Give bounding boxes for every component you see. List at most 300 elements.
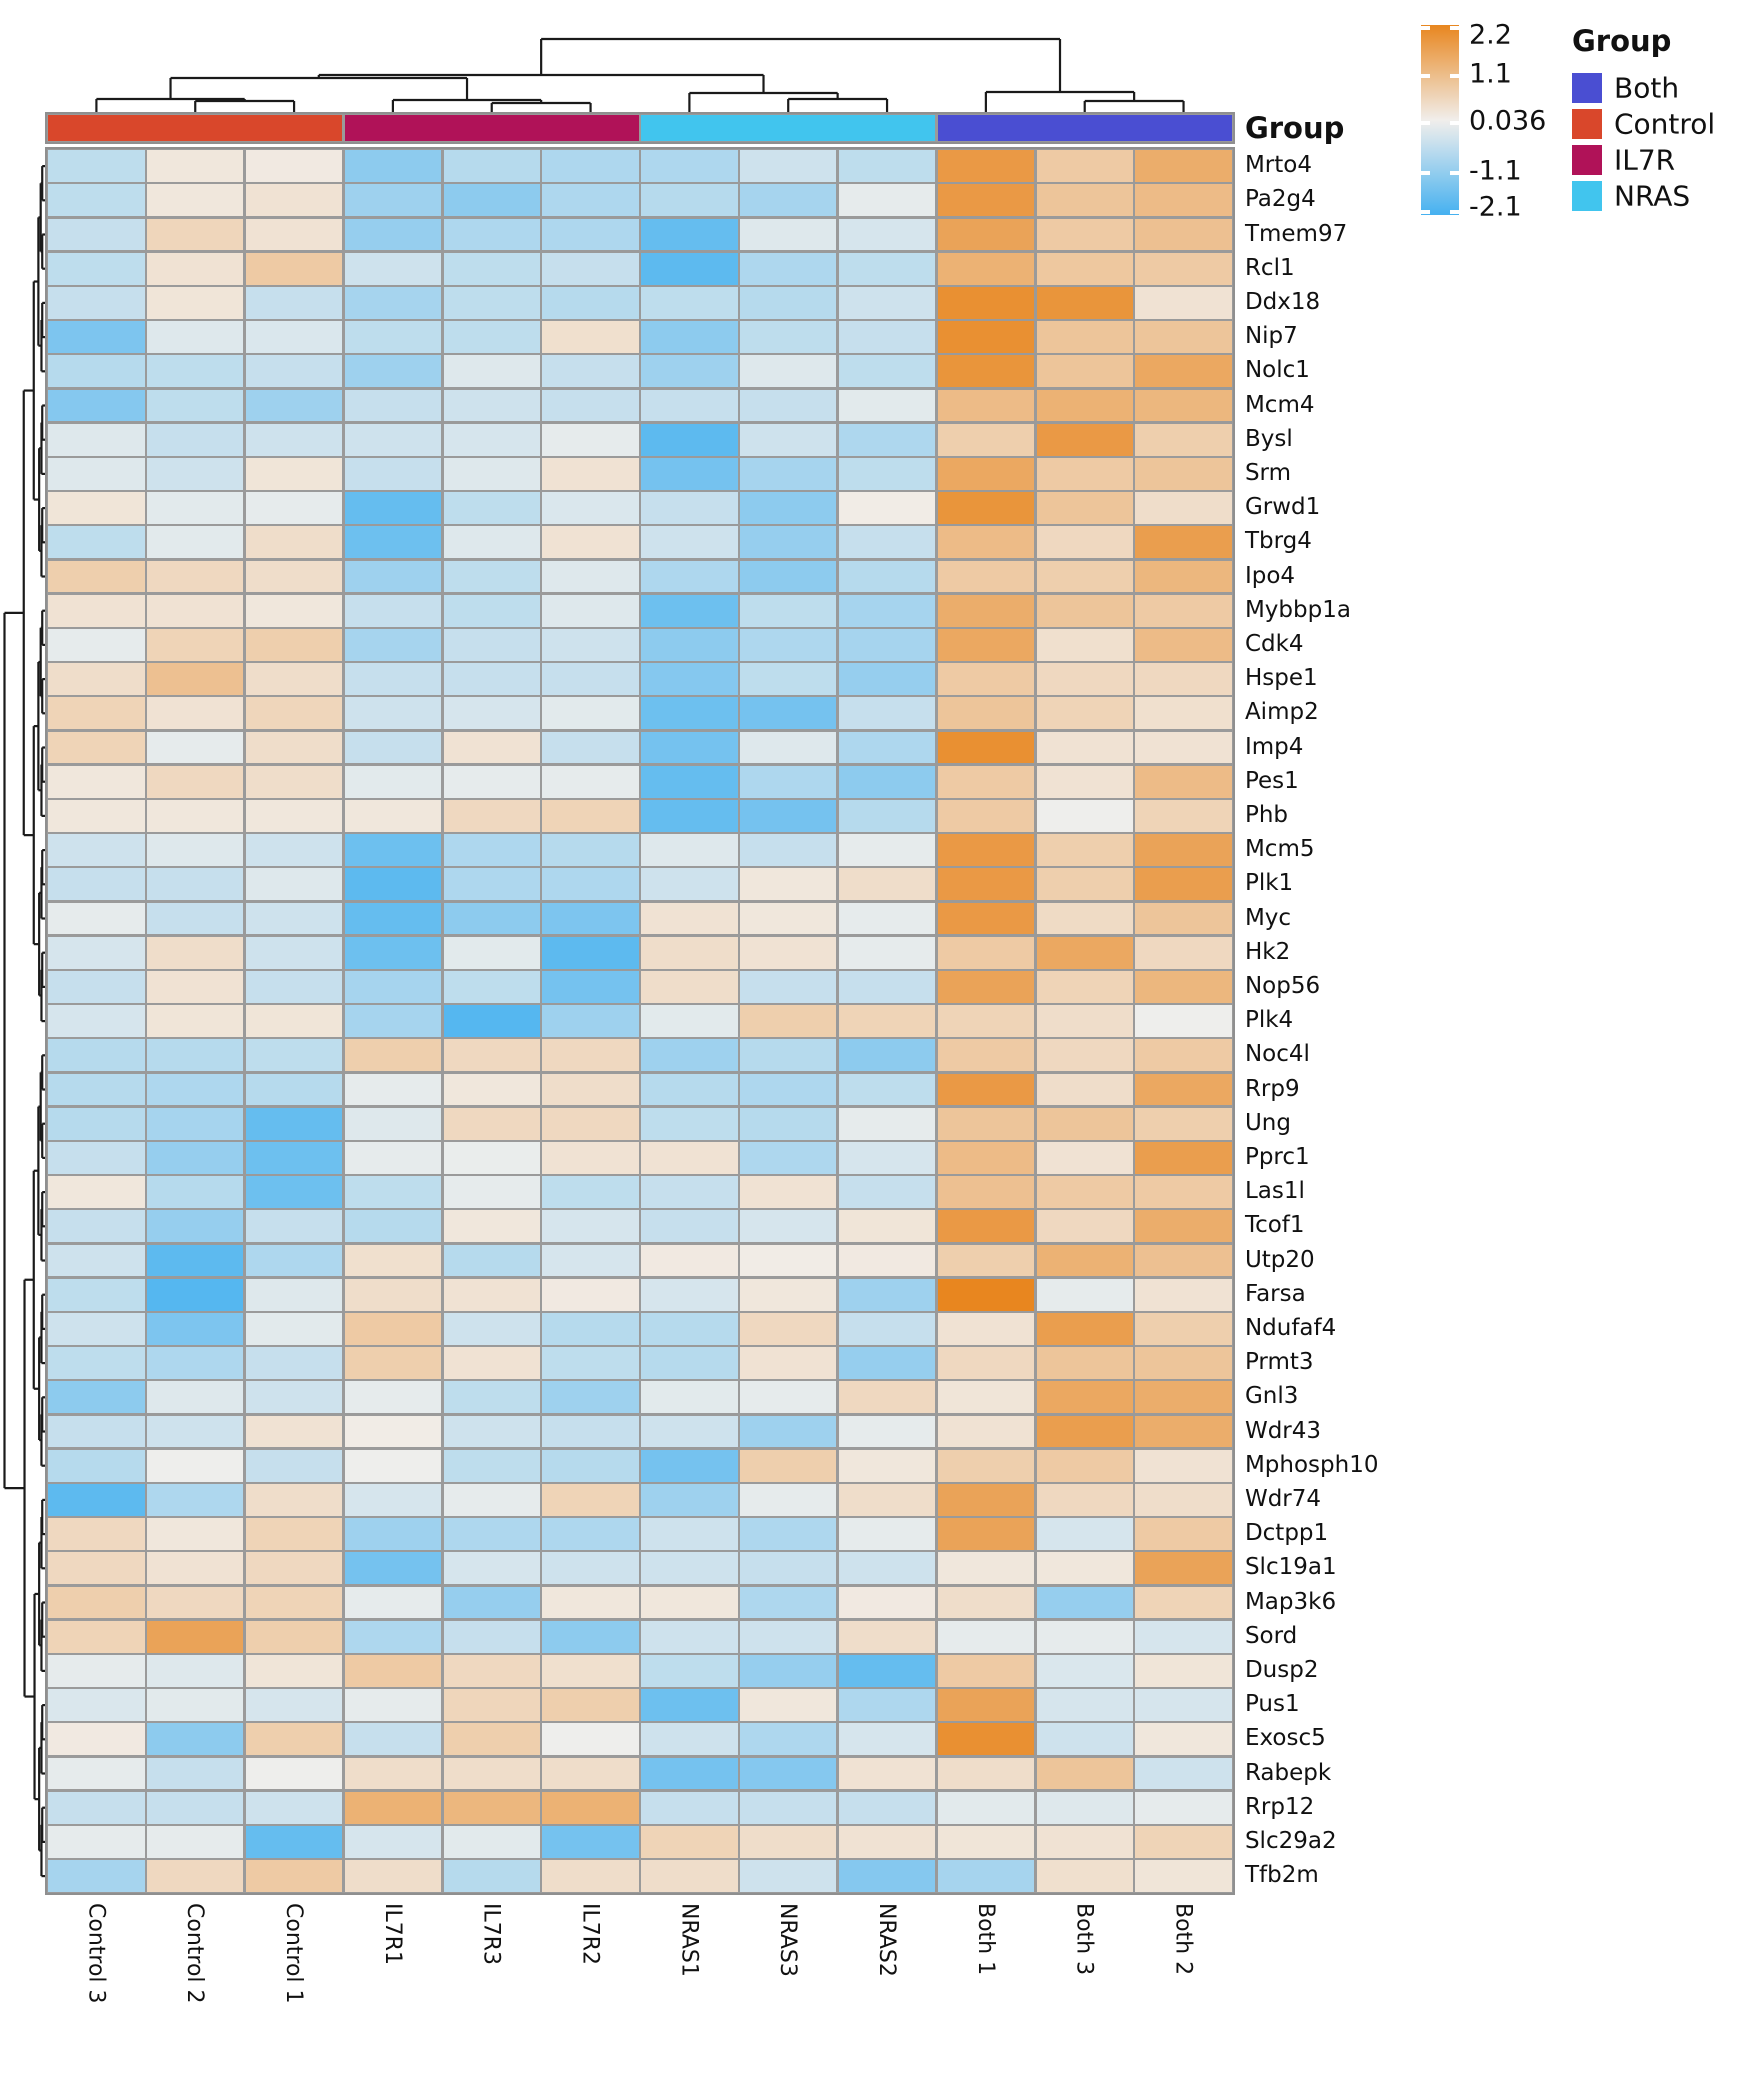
heatmap-cell xyxy=(444,766,540,798)
heatmap-cell xyxy=(147,1587,243,1619)
heatmap-cell xyxy=(147,1689,243,1721)
heatmap-cell xyxy=(542,1484,638,1516)
heatmap-cell xyxy=(444,1723,540,1755)
heatmap-cell xyxy=(839,1416,935,1448)
heatmap-cell xyxy=(444,1210,540,1242)
heatmap-cell xyxy=(147,1416,243,1448)
heatmap-cell xyxy=(839,1245,935,1277)
heatmap-cell xyxy=(246,1245,342,1277)
heatmap-cell xyxy=(1135,629,1231,661)
heatmap-cell xyxy=(938,1860,1034,1892)
row-label: Dusp2 xyxy=(1244,1656,1319,1683)
heatmap-cell xyxy=(938,697,1034,729)
heatmap-cell xyxy=(740,1450,836,1482)
heatmap-cell xyxy=(444,1826,540,1858)
heatmap-cell xyxy=(542,287,638,319)
heatmap-cell xyxy=(839,1210,935,1242)
heatmap-cell xyxy=(246,1689,342,1721)
heatmap-cell xyxy=(48,1039,144,1071)
heatmap-cell xyxy=(740,766,836,798)
heatmap-cell xyxy=(345,1142,441,1174)
heatmap-cell xyxy=(147,1313,243,1345)
heatmap-cell xyxy=(641,1552,737,1584)
heatmap-cell xyxy=(246,1039,342,1071)
column-label: Control 2 xyxy=(182,1903,208,2004)
heatmap-cell xyxy=(542,697,638,729)
heatmap-cell xyxy=(147,561,243,593)
heatmap-cell xyxy=(246,1826,342,1858)
row-label: Rcl1 xyxy=(1244,254,1295,281)
heatmap-cell xyxy=(48,766,144,798)
heatmap-cell xyxy=(48,1518,144,1550)
heatmap-cell xyxy=(1135,1381,1231,1413)
heatmap-cell xyxy=(48,1005,144,1037)
heatmap-cell xyxy=(246,1210,342,1242)
heatmap-cell xyxy=(1037,321,1133,353)
heatmap-cell xyxy=(1037,1416,1133,1448)
colorbar-tick xyxy=(1421,121,1430,125)
heatmap-cell xyxy=(839,1074,935,1106)
heatmap-cell xyxy=(1135,424,1231,456)
heatmap-cell xyxy=(345,971,441,1003)
heatmap-cell xyxy=(246,424,342,456)
row-label: Mybbp1a xyxy=(1244,596,1351,623)
heatmap-cell xyxy=(345,219,441,251)
heatmap-cell xyxy=(345,800,441,832)
heatmap-cell xyxy=(938,390,1034,422)
heatmap-cell xyxy=(938,1313,1034,1345)
heatmap-cell xyxy=(1135,732,1231,764)
heatmap-cell xyxy=(1135,1210,1231,1242)
heatmap-cell xyxy=(740,1381,836,1413)
column-label: NRAS2 xyxy=(874,1903,900,1978)
heatmap-cell xyxy=(1135,1347,1231,1379)
row-label: Noc4l xyxy=(1244,1041,1310,1068)
heatmap-cell xyxy=(246,390,342,422)
heatmap-cell xyxy=(1037,561,1133,593)
row-label: Hspe1 xyxy=(1244,665,1318,692)
heatmap-cell xyxy=(542,390,638,422)
heatmap-cell xyxy=(740,937,836,969)
heatmap-cell xyxy=(1037,1381,1133,1413)
heatmap-cell xyxy=(641,321,737,353)
heatmap-cell xyxy=(246,355,342,387)
heatmap-cell xyxy=(246,1621,342,1653)
heatmap-cell xyxy=(1037,492,1133,524)
heatmap-cell xyxy=(641,1518,737,1550)
heatmap-cell xyxy=(1135,1689,1231,1721)
heatmap-cell xyxy=(1037,458,1133,490)
heatmap-cell xyxy=(938,1039,1034,1071)
heatmap-cell xyxy=(641,1655,737,1687)
heatmap-cell xyxy=(1135,150,1231,182)
heatmap-cell xyxy=(1135,1450,1231,1482)
heatmap-cell xyxy=(542,1142,638,1174)
heatmap-cell xyxy=(444,1416,540,1448)
heatmap-cell xyxy=(147,697,243,729)
heatmap-cell xyxy=(48,1347,144,1379)
heatmap-cell xyxy=(345,287,441,319)
heatmap-cell xyxy=(938,1826,1034,1858)
heatmap-cell xyxy=(147,1484,243,1516)
heatmap-cell xyxy=(740,595,836,627)
heatmap-cell xyxy=(641,219,737,251)
heatmap-cell xyxy=(48,1450,144,1482)
heatmap-cell xyxy=(1037,1826,1133,1858)
heatmap-cell xyxy=(641,1621,737,1653)
heatmap-cell xyxy=(147,903,243,935)
row-label: Ipo4 xyxy=(1244,562,1296,589)
heatmap-cell xyxy=(938,1450,1034,1482)
heatmap-cell xyxy=(1037,424,1133,456)
heatmap-cell xyxy=(839,321,935,353)
heatmap-cell xyxy=(641,1484,737,1516)
heatmap-cell xyxy=(1135,458,1231,490)
heatmap-cell xyxy=(641,1450,737,1482)
row-label: Slc19a1 xyxy=(1244,1554,1337,1581)
heatmap-cell xyxy=(1135,663,1231,695)
heatmap-cell xyxy=(1037,971,1133,1003)
heatmap-cell xyxy=(1135,766,1231,798)
heatmap-cell xyxy=(345,561,441,593)
heatmap-cell xyxy=(641,903,737,935)
heatmap-cell xyxy=(1135,1142,1231,1174)
row-label: Imp4 xyxy=(1244,733,1304,760)
row-label: Aimp2 xyxy=(1244,699,1319,726)
group-bar-segment-control xyxy=(48,115,342,141)
heatmap-cell xyxy=(444,697,540,729)
heatmap-cell xyxy=(444,253,540,285)
row-label: Mcm4 xyxy=(1244,391,1315,418)
heatmap-cell xyxy=(641,253,737,285)
heatmap-cell xyxy=(542,526,638,558)
heatmap-cell xyxy=(542,1792,638,1824)
heatmap-cell xyxy=(48,1587,144,1619)
heatmap-cell xyxy=(1037,1689,1133,1721)
heatmap-cell xyxy=(740,1758,836,1790)
heatmap-cell xyxy=(147,1450,243,1482)
heatmap-cell xyxy=(147,937,243,969)
heatmap-cell xyxy=(147,1176,243,1208)
heatmap-cell xyxy=(740,287,836,319)
heatmap-cell xyxy=(542,253,638,285)
row-label: Plk4 xyxy=(1244,1007,1294,1034)
heatmap-cell xyxy=(444,868,540,900)
heatmap-cell xyxy=(641,595,737,627)
heatmap-cell xyxy=(740,561,836,593)
heatmap-cell xyxy=(641,390,737,422)
heatmap-cell xyxy=(48,1108,144,1140)
heatmap-cell xyxy=(345,1416,441,1448)
heatmap-cell xyxy=(444,903,540,935)
heatmap-cell xyxy=(740,663,836,695)
heatmap-cell xyxy=(444,1381,540,1413)
heatmap-cell xyxy=(1037,355,1133,387)
heatmap-cell xyxy=(542,1313,638,1345)
heatmap-cell xyxy=(48,697,144,729)
heatmap-cell xyxy=(147,253,243,285)
heatmap-cell xyxy=(147,287,243,319)
group-bar-segment-nras xyxy=(641,115,935,141)
colorbar-tick xyxy=(1450,26,1459,30)
heatmap-cell xyxy=(345,1587,441,1619)
heatmap-cell xyxy=(1135,184,1231,216)
heatmap-cell xyxy=(444,219,540,251)
heatmap-cell xyxy=(839,219,935,251)
heatmap-cell xyxy=(444,424,540,456)
heatmap-cell xyxy=(1135,1074,1231,1106)
heatmap-cell xyxy=(147,390,243,422)
heatmap-cell xyxy=(48,321,144,353)
row-label: Prmt3 xyxy=(1244,1349,1314,1376)
heatmap-cell xyxy=(345,1621,441,1653)
heatmap-cell xyxy=(1037,1655,1133,1687)
heatmap-cell xyxy=(48,1142,144,1174)
heatmap-cell xyxy=(740,424,836,456)
row-label: Tmem97 xyxy=(1244,220,1348,247)
heatmap-cell xyxy=(542,424,638,456)
heatmap-cell xyxy=(147,1518,243,1550)
heatmap-cell xyxy=(246,629,342,661)
heatmap-cell xyxy=(48,1860,144,1892)
heatmap-cell xyxy=(839,1587,935,1619)
heatmap-cell xyxy=(1037,1484,1133,1516)
heatmap-cell xyxy=(147,1792,243,1824)
heatmap-cell xyxy=(641,971,737,1003)
row-label: Dctpp1 xyxy=(1244,1520,1329,1547)
heatmap-cell xyxy=(1135,1416,1231,1448)
heatmap-cell xyxy=(1135,1039,1231,1071)
heatmap-cell xyxy=(246,1587,342,1619)
row-label: Ddx18 xyxy=(1244,288,1321,315)
heatmap-cell xyxy=(938,1142,1034,1174)
heatmap-cell xyxy=(938,1176,1034,1208)
heatmap-cell xyxy=(48,150,144,182)
heatmap-cell xyxy=(1037,1279,1133,1311)
heatmap-cell xyxy=(1135,561,1231,593)
heatmap-cell xyxy=(938,1210,1034,1242)
heatmap-cell xyxy=(48,937,144,969)
heatmap-cell xyxy=(345,1347,441,1379)
heatmap-cell xyxy=(542,1176,638,1208)
heatmap-cell xyxy=(839,253,935,285)
heatmap-cell xyxy=(641,663,737,695)
heatmap-cell xyxy=(938,458,1034,490)
heatmap-cell xyxy=(48,1279,144,1311)
heatmap-cell xyxy=(542,1518,638,1550)
row-label: Phb xyxy=(1244,801,1288,828)
heatmap-cell xyxy=(839,1484,935,1516)
heatmap-cell xyxy=(1135,1552,1231,1584)
legend-swatch-nras xyxy=(1572,181,1602,211)
heatmap-cell xyxy=(345,1005,441,1037)
heatmap-cell xyxy=(48,526,144,558)
row-label: Ung xyxy=(1244,1109,1291,1136)
heatmap-cell xyxy=(641,1108,737,1140)
column-label: Both 2 xyxy=(1170,1903,1196,1976)
heatmap-cell xyxy=(246,868,342,900)
row-label: Mrto4 xyxy=(1244,152,1312,179)
row-label: Mphosph10 xyxy=(1244,1451,1379,1478)
heatmap-cell xyxy=(1037,1210,1133,1242)
row-label: Ndufaf4 xyxy=(1244,1314,1337,1341)
heatmap-cell xyxy=(839,1108,935,1140)
heatmap-cell xyxy=(48,1723,144,1755)
heatmap-cell xyxy=(839,697,935,729)
heatmap-cell xyxy=(48,1689,144,1721)
heatmap-cell xyxy=(542,1005,638,1037)
heatmap-cell xyxy=(839,1381,935,1413)
heatmap-cell xyxy=(147,732,243,764)
heatmap-cell xyxy=(345,732,441,764)
heatmap-cell xyxy=(48,458,144,490)
heatmap-cell xyxy=(147,219,243,251)
row-label: Pa2g4 xyxy=(1244,186,1316,213)
heatmap-cell xyxy=(641,937,737,969)
heatmap-cell xyxy=(147,1758,243,1790)
heatmap-cell xyxy=(641,287,737,319)
heatmap-cell xyxy=(48,1245,144,1277)
heatmap-cell xyxy=(839,834,935,866)
heatmap-cell xyxy=(1135,1655,1231,1687)
heatmap-cell xyxy=(246,1142,342,1174)
heatmap-cell xyxy=(444,1245,540,1277)
heatmap-cell xyxy=(444,834,540,866)
heatmap-cell xyxy=(1037,1450,1133,1482)
heatmap-cell xyxy=(147,424,243,456)
heatmap-cell xyxy=(48,424,144,456)
heatmap-cell xyxy=(938,492,1034,524)
heatmap-cell xyxy=(48,1655,144,1687)
row-label: Tcof1 xyxy=(1244,1212,1305,1239)
heatmap-cell xyxy=(345,697,441,729)
heatmap-cell xyxy=(1037,390,1133,422)
heatmap-cell xyxy=(839,1552,935,1584)
heatmap-cell xyxy=(444,971,540,1003)
heatmap-cell xyxy=(839,595,935,627)
row-label: Grwd1 xyxy=(1244,494,1321,521)
heatmap-cell xyxy=(641,184,737,216)
heatmap-cell xyxy=(48,903,144,935)
heatmap-cell xyxy=(740,492,836,524)
legend-swatch-both xyxy=(1572,73,1602,103)
heatmap-cell xyxy=(839,184,935,216)
heatmap-cell xyxy=(641,1792,737,1824)
heatmap-cell xyxy=(345,1210,441,1242)
heatmap-cell xyxy=(147,1347,243,1379)
heatmap-cell xyxy=(246,971,342,1003)
heatmap-cell xyxy=(1135,355,1231,387)
heatmap-cell xyxy=(542,834,638,866)
heatmap-cell xyxy=(740,184,836,216)
heatmap-cell xyxy=(345,1450,441,1482)
heatmap-cell xyxy=(1037,1552,1133,1584)
heatmap-cell xyxy=(444,287,540,319)
heatmap-cell xyxy=(1037,903,1133,935)
heatmap-cell xyxy=(839,1655,935,1687)
heatmap-cell xyxy=(1135,219,1231,251)
column-label: Control 3 xyxy=(83,1903,109,2004)
heatmap-cell xyxy=(48,868,144,900)
heatmap-cell xyxy=(1135,868,1231,900)
heatmap-cell xyxy=(345,184,441,216)
heatmap-cell xyxy=(1135,1723,1231,1755)
heatmap-cell xyxy=(48,561,144,593)
heatmap-cell xyxy=(246,184,342,216)
heatmap-cell xyxy=(740,1587,836,1619)
heatmap-cell xyxy=(740,1108,836,1140)
heatmap-cell xyxy=(1135,937,1231,969)
heatmap-cell xyxy=(147,1142,243,1174)
heatmap-cell xyxy=(1135,287,1231,319)
heatmap-cell xyxy=(641,1416,737,1448)
heatmap-cell xyxy=(839,971,935,1003)
heatmap-cell xyxy=(740,458,836,490)
heatmap-cell xyxy=(444,663,540,695)
row-label: Rabepk xyxy=(1244,1759,1332,1786)
heatmap-cell xyxy=(1135,971,1231,1003)
heatmap-cell xyxy=(1037,663,1133,695)
heatmap-cell xyxy=(444,1347,540,1379)
heatmap-cell xyxy=(246,800,342,832)
heatmap-cell xyxy=(1135,321,1231,353)
heatmap-cell xyxy=(740,150,836,182)
heatmap-cell xyxy=(740,834,836,866)
heatmap-cell xyxy=(48,1484,144,1516)
group-bar-segment-il7r xyxy=(345,115,639,141)
row-label: Sord xyxy=(1244,1622,1298,1649)
heatmap-cell xyxy=(1037,287,1133,319)
heatmap-cell xyxy=(641,492,737,524)
heatmap-cell xyxy=(938,1381,1034,1413)
row-label: Tfb2m xyxy=(1244,1862,1319,1889)
heatmap-cell xyxy=(48,663,144,695)
heatmap-cell xyxy=(1037,800,1133,832)
heatmap-cell xyxy=(246,1347,342,1379)
heatmap-cell xyxy=(147,1210,243,1242)
heatmap-cell xyxy=(1135,903,1231,935)
heatmap-cell xyxy=(246,663,342,695)
heatmap-cell xyxy=(1135,697,1231,729)
heatmap-cell xyxy=(641,1347,737,1379)
heatmap-cell xyxy=(740,1176,836,1208)
heatmap-cell xyxy=(542,766,638,798)
heatmap-cell xyxy=(839,1723,935,1755)
row-label: Farsa xyxy=(1244,1280,1306,1307)
heatmap-cell xyxy=(938,1655,1034,1687)
heatmap-cell xyxy=(444,1552,540,1584)
heatmap-cell xyxy=(641,1587,737,1619)
heatmap-cell xyxy=(839,629,935,661)
heatmap-cell xyxy=(246,150,342,182)
heatmap-cell xyxy=(147,629,243,661)
colorbar-tick xyxy=(1450,121,1459,125)
row-label: Tbrg4 xyxy=(1244,528,1312,555)
heatmap-cell xyxy=(542,150,638,182)
heatmap-cell xyxy=(542,1347,638,1379)
heatmap-cell xyxy=(1037,184,1133,216)
heatmap-cell xyxy=(246,1381,342,1413)
heatmap-cell xyxy=(345,1792,441,1824)
heatmap-cell xyxy=(444,1108,540,1140)
heatmap-cell xyxy=(246,697,342,729)
heatmap-cell xyxy=(444,1142,540,1174)
heatmap-cell xyxy=(641,1860,737,1892)
heatmap-cell xyxy=(938,1416,1034,1448)
heatmap-cell xyxy=(246,1758,342,1790)
heatmap-cell xyxy=(740,971,836,1003)
heatmap-cell xyxy=(542,868,638,900)
